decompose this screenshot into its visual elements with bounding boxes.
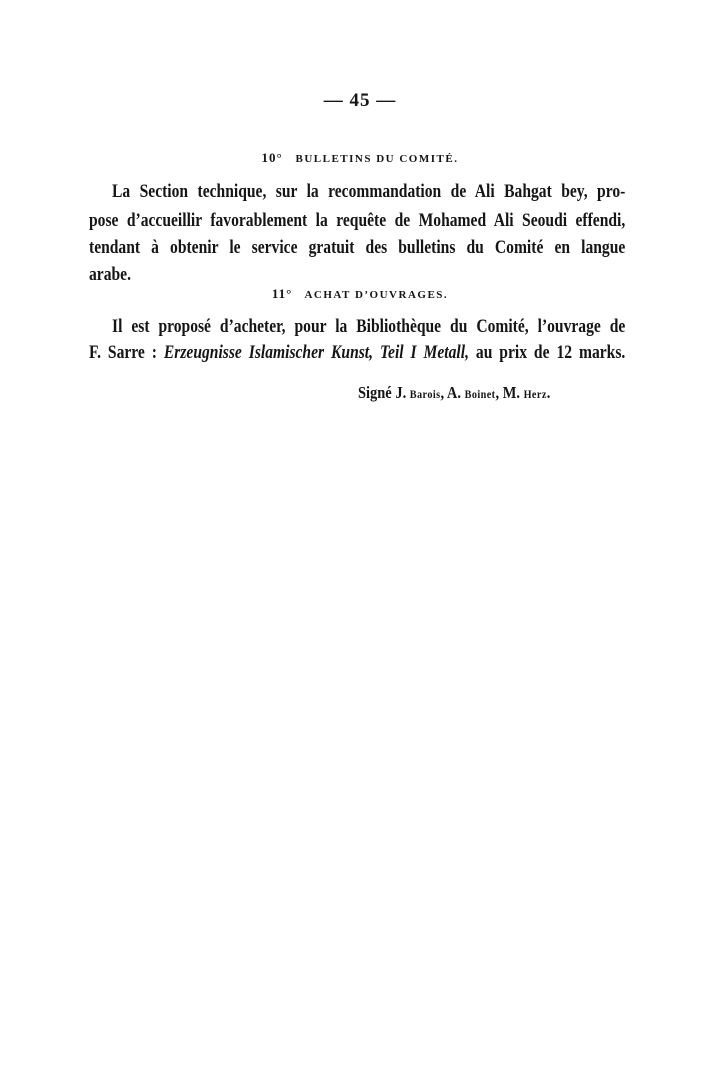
paragraph-line: pose d’accueillir favorablement la requête de Mohamed Ali Seoudi effendi, — [89, 210, 626, 231]
citation-title: Erzeugnisse Islamischer Kunst, Teil I Metall, — [163, 342, 469, 363]
signature-label: Signé J. — [358, 383, 410, 402]
citation-author: F. Sarre : — [89, 342, 164, 363]
signature — [358, 383, 550, 403]
paragraph-line: Il est proposé d’acheter, pour la Bibliothèque du Comité, l’ouvrage de — [112, 316, 626, 337]
signatory-name: Herz — [523, 387, 547, 401]
section-title: BULLETINS DU COMITÉ. — [295, 153, 459, 165]
paragraph-line-citation — [89, 342, 625, 364]
section-heading-achat — [0, 286, 720, 302]
section-heading-bulletins — [0, 150, 720, 166]
paragraph-line: arabe. — [89, 264, 131, 285]
signature-separator: , A. — [440, 383, 465, 402]
section-number: 10° — [261, 150, 283, 165]
signatory-name: Boinet — [464, 387, 496, 401]
page-number: — 45 — — [323, 90, 397, 111]
signatory-name: Barois — [409, 387, 441, 401]
paragraph-line: La Section technique, sur la recommandation de Ali Bahgat bey, pro- — [112, 181, 626, 202]
citation-price: au prix de 12 marks. — [468, 342, 626, 363]
paragraph-line: tendant à obtenir le service gratuit des bulletins du Comité en langue — [89, 237, 626, 258]
section-title: ACHAT D’OUVRAGES. — [304, 289, 449, 301]
signature-end: . — [546, 383, 551, 402]
signature-separator: , M. — [495, 383, 524, 402]
section-number: 11° — [271, 286, 293, 301]
